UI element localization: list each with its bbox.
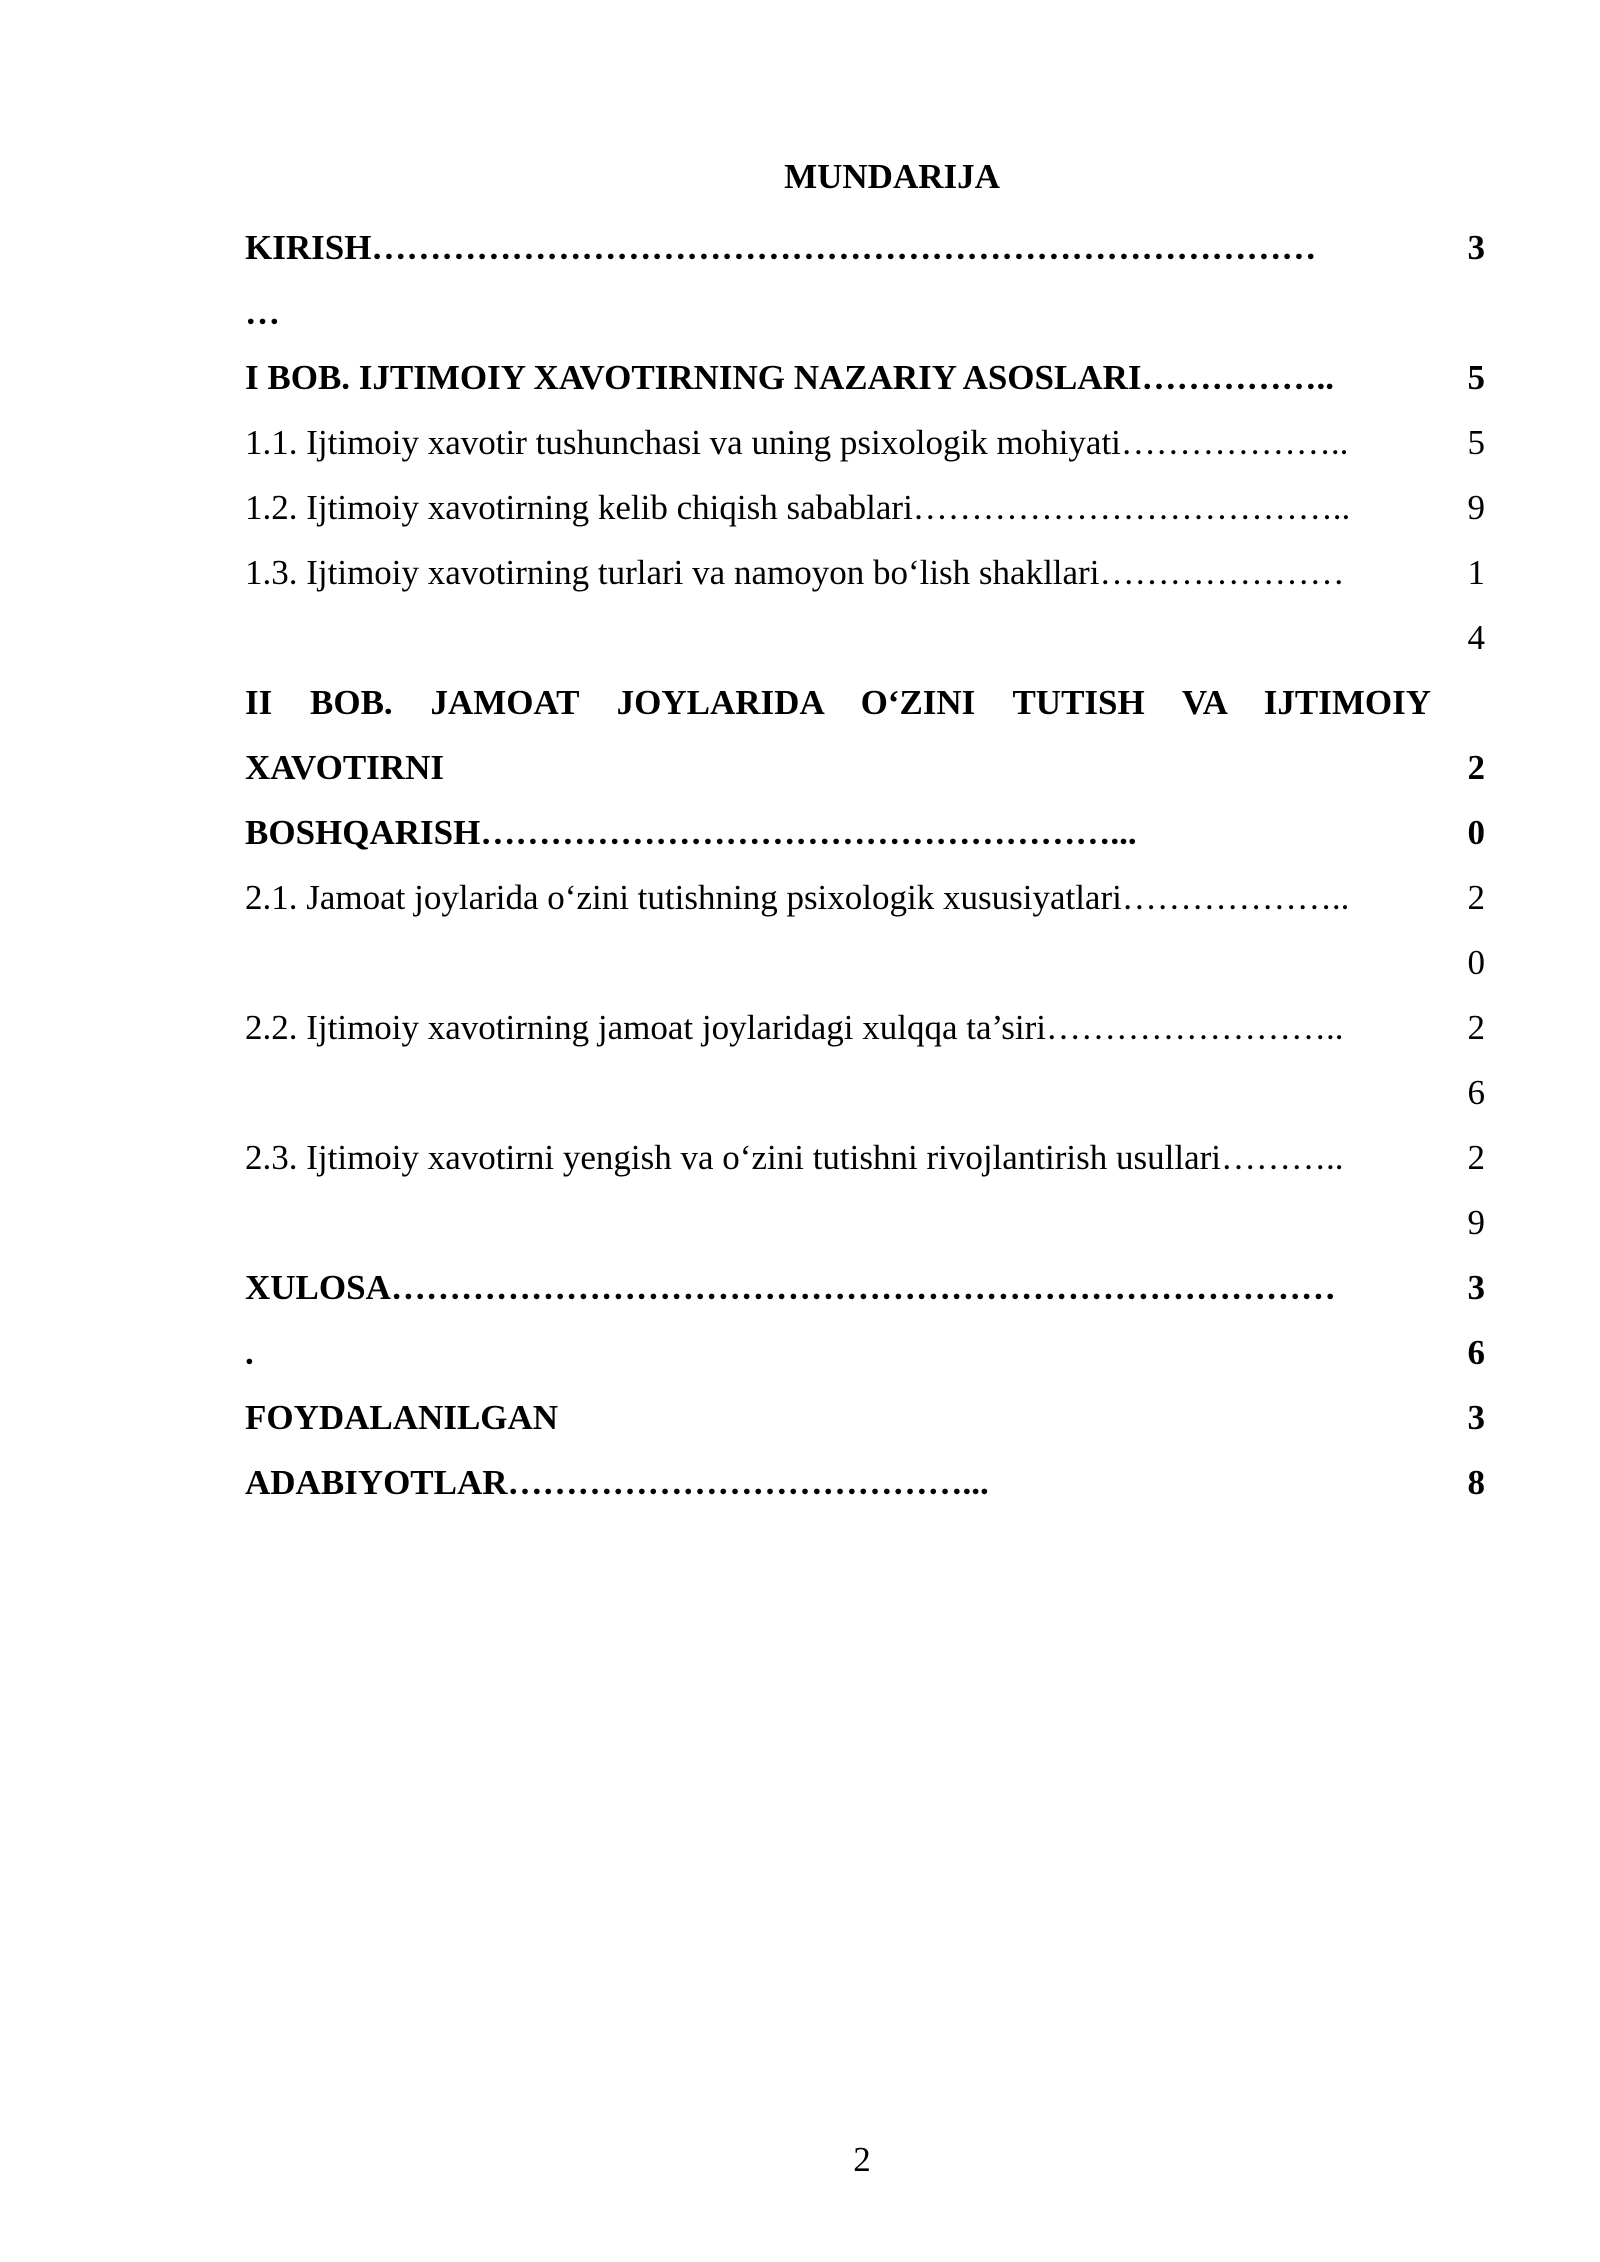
page-number: 2	[853, 2140, 871, 2179]
table-of-contents-title: MUNDARIJA	[784, 157, 1000, 196]
toc-entry-page-number: 3	[1467, 228, 1485, 267]
toc-entry-section-1-3[interactable]	[245, 540, 1485, 670]
toc-entry-page-number: 2 9	[1467, 1138, 1485, 1242]
table-of-contents	[245, 215, 1485, 1515]
toc-entry-references[interactable]	[245, 1385, 1485, 1515]
toc-entry-chapter-1[interactable]	[245, 345, 1485, 410]
toc-entry-section-1-2[interactable]	[245, 475, 1485, 540]
toc-entry-section-2-2[interactable]	[245, 995, 1485, 1125]
toc-entry-title: XULOSA……………………………………………………………………… .	[245, 1268, 1336, 1372]
toc-entry-title: 1.1. Ijtimoiy xavotir tushunchasi va uning psixologik mohiyati………………..	[245, 423, 1349, 462]
toc-entry-page-number: 1 4	[1467, 553, 1485, 657]
toc-entry-title: I BOB. IJTIMOIY XAVOTIRNING NAZARIY ASOSLARI……………..	[245, 358, 1335, 397]
toc-entry-title: 2.3. Ijtimoiy xavotirni yengish va o‘zini tutishni rivojlantirish usullari………..	[245, 1138, 1344, 1177]
toc-entry-title: KIRISH……………………………………………………………………… …	[245, 228, 1317, 332]
toc-entry-title: FOYDALANILGAN ADABIYOTLAR…………………………………...	[245, 1398, 989, 1502]
toc-entry-chapter-2[interactable]	[245, 670, 1485, 865]
toc-entry-page-number: 9	[1467, 488, 1485, 527]
toc-entry-xulosa[interactable]	[245, 1255, 1485, 1385]
toc-entry-kirish[interactable]	[245, 215, 1485, 345]
toc-entry-section-2-3[interactable]	[245, 1125, 1485, 1255]
toc-entry-page-number: 2 6	[1467, 1008, 1485, 1112]
toc-entry-page-number: 2 0	[1467, 878, 1485, 982]
toc-entry-title: 2.1. Jamoat joylarida o‘zini tutishning psixologik xususiyatlari………………..	[245, 878, 1350, 917]
toc-entry-title: 2.2. Ijtimoiy xavotirning jamoat joylaridagi xulqqa ta’siri……………………..	[245, 1008, 1344, 1047]
toc-entry-section-2-1[interactable]	[245, 865, 1485, 995]
toc-entry-page-number: 3 6	[1467, 1268, 1485, 1372]
toc-entry-section-1-1[interactable]	[245, 410, 1485, 475]
toc-entry-title: 1.2. Ijtimoiy xavotirning kelib chiqish sabablari………………………………..	[245, 488, 1351, 527]
toc-entry-title: II BOB. JAMOAT JOYLARIDA O‘ZINI TUTISH VA IJTIMOIY XAVOTIRNI BOSHQARISH………………………………………………...	[245, 683, 1431, 852]
toc-entry-title: 1.3. Ijtimoiy xavotirning turlari va namoyon bo‘lish shakllari…………………	[245, 553, 1345, 592]
toc-entry-page-number: 3 8	[1467, 1398, 1485, 1502]
toc-entry-page-number: 2 0	[1467, 748, 1485, 852]
toc-entry-page-number: 5	[1467, 358, 1485, 397]
toc-entry-page-number: 5	[1467, 423, 1485, 462]
